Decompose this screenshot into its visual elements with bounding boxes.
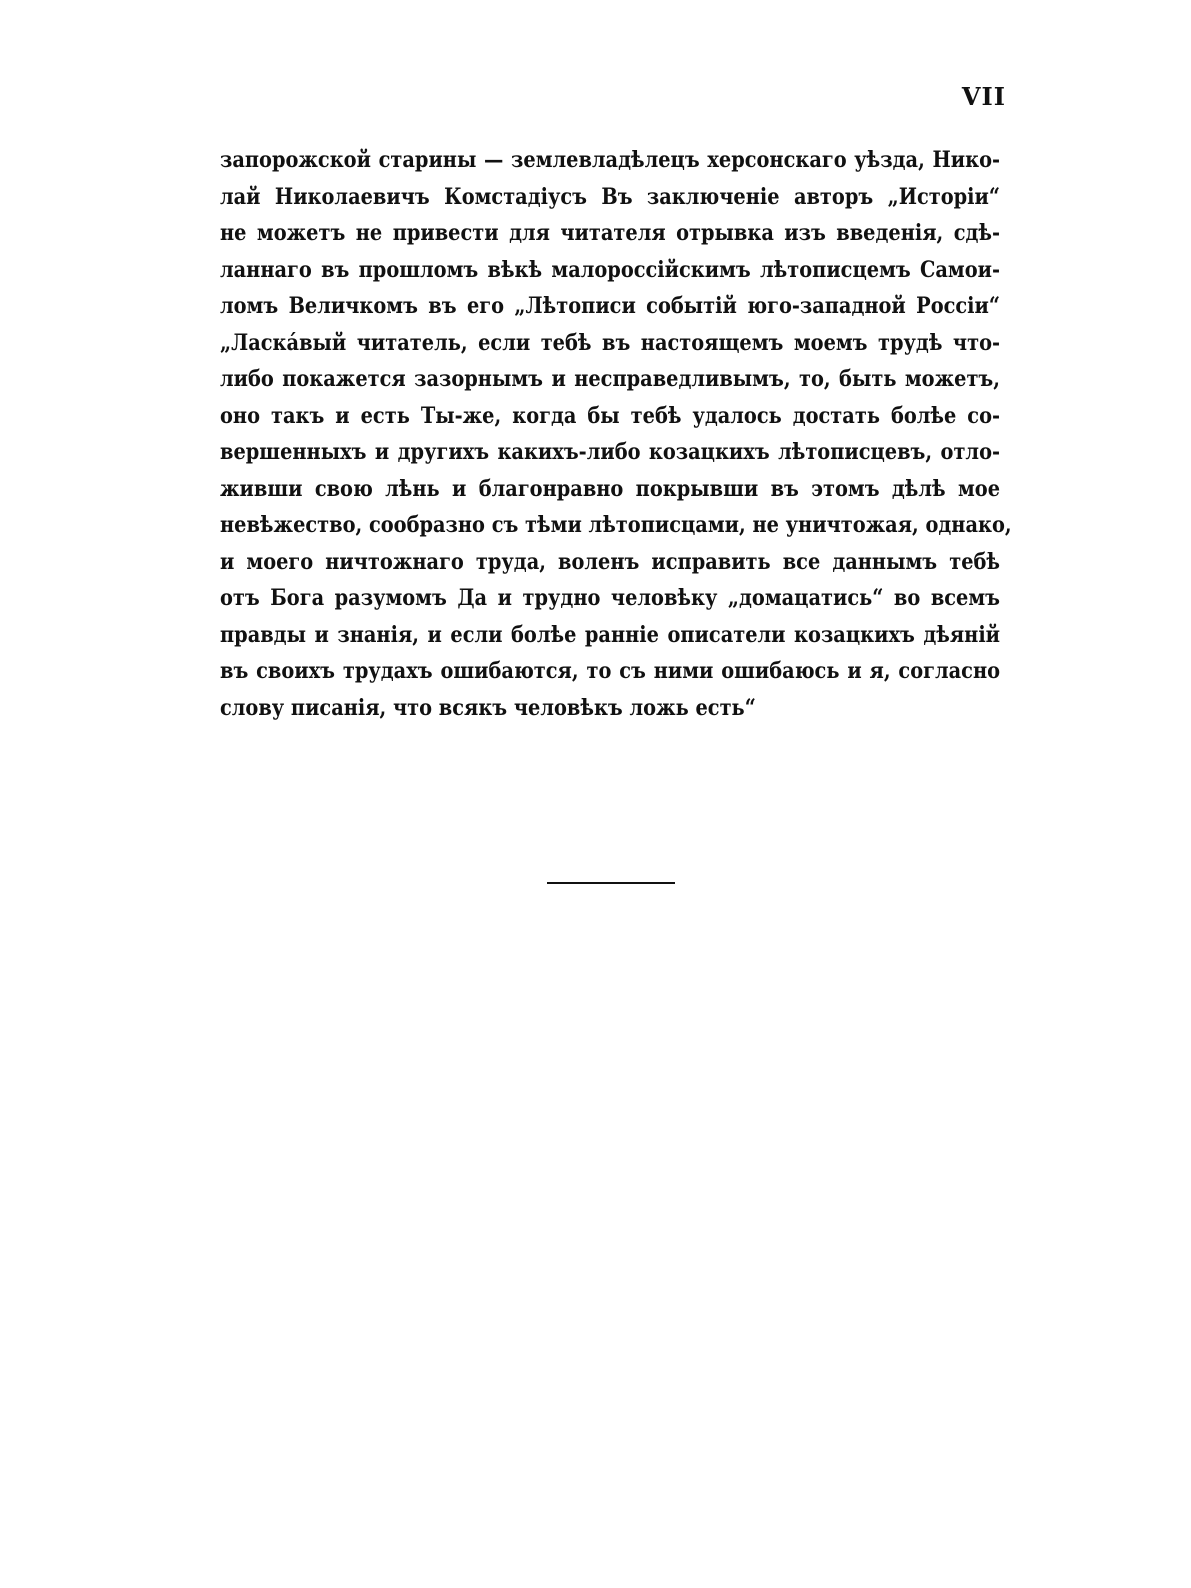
text-line: ланнаго въ прошломъ вѣкѣ малороссійскимъ лѣтописцемъ Самои- [220,256,1001,283]
text-line: отъ Бога разумомъ Да и трудно человѣку „домацатись“ во всемъ [220,585,1001,611]
text-line: не можетъ не привести для читателя отрывка изъ введенія, сдѣ- [220,220,1001,246]
text-line: оно такъ и есть Ты-же, когда бы тебѣ удалось достать болѣе со- [220,402,1001,429]
body-text [220,142,1012,726]
text-line: невѣжество, сообразно съ тѣми лѣтописцами, не уничтожая, однако, [220,512,1012,538]
text-line: слову писанія, что всякъ человѣкъ ложь есть“ [220,694,756,721]
page-number: VII [961,82,1006,111]
section-divider [547,882,675,884]
text-line: „Ласкáвый читатель, если тебѣ въ настоящемъ моемъ трудѣ что- [220,329,1001,356]
text-line: живши свою лѣнь и благонравно покрывши въ этомъ дѣлѣ мое [220,475,1001,502]
text-line: ломъ Величкомъ въ его „Лѣтописи событій юго-западной Россіи“ [220,293,1001,319]
text-line: вершенныхъ и другихъ какихъ-либо козацкихъ лѣтописцевъ, отло- [220,439,1001,465]
text-line: правды и знанія, и если болѣе ранніе описатели козацкихъ дѣяній [220,621,1001,648]
text-line: запорожской старины — землевладѣлецъ херсонскаго уѣзда, Нико- [220,147,1001,173]
text-line: либо покажется зазорнымъ и несправедливымъ, то, быть можетъ, [220,366,1001,392]
text-line: лай Николаевичъ Комстадіусъ Въ заключеніе авторъ „Исторіи“ [220,183,1001,210]
text-line: и моего ничтожнаго труда, воленъ исправить все даннымъ тебѣ [220,548,1001,575]
text-line: въ своихъ трудахъ ошибаются, то съ ними ошибаюсь и я, согласно [220,658,1001,684]
